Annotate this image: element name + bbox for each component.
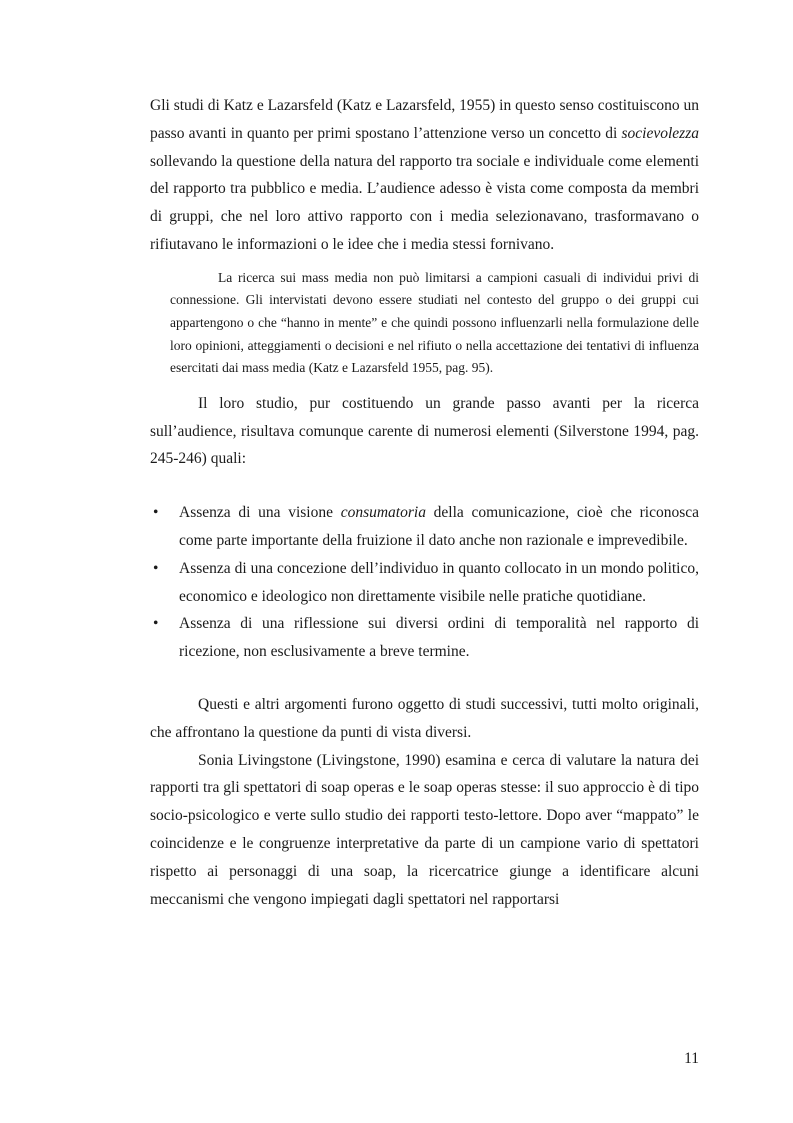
paragraph-loro-studio: Il loro studio, pur costituendo un grande passo avanti per la ricerca sull’audience, risultava comunque carente di numerosi elementi (Silverstone 1994, pag. 245-246) quali: [150, 394, 699, 468]
page-body [150, 92, 699, 913]
list-item [150, 555, 699, 611]
list-item-text-continued: della comunicazione, cioè che riconosca come parte importante della fruizione il dato anche non razionale e imprevedibile. [179, 504, 699, 549]
list-item [150, 610, 699, 666]
paragraph-1-italic-term: socievolezza [621, 124, 699, 142]
paragraph-altri-argomenti: Questi e altri argomenti furono oggetto di studi successivi, tutti molto originali, che affrontano la questione da punti di vista diversi. [150, 695, 699, 741]
bullet-marker: • [153, 615, 159, 633]
paragraph-livingstone: Sonia Livingstone (Livingstone, 1990) esamina e cerca di valutare la natura dei rapporti tra gli spettatori di soap operas e le soap operas stesse: il suo approccio è di tipo socio-psicologico e verte sullo studio dei rapporti testo-lettore. Dopo aver “mappato” le coincidenze e le congruenze interpretative da parte di un campione vario di spettatori rispetto ai personaggi di una soap, la ricercatrice giunge a identificare alcuni meccanismi che vengono impiegati dagli spettatori nel rapportarsi [150, 751, 699, 908]
bullet-marker: • [153, 504, 159, 522]
list-item-text: Assenza di una visione [179, 504, 341, 522]
bullet-list [150, 499, 699, 666]
list-item-text: Assenza di una concezione dell’individuo in quanto collocato in un mondo politico, economico e ideologico non direttamente visibile nelle pratiche quotidiane. [179, 559, 699, 605]
bullet-marker: • [153, 559, 159, 577]
page-number: 11 [684, 1050, 699, 1067]
list-item [150, 499, 699, 555]
paragraph-1-text: Gli studi di Katz e Lazarsfeld (Katz e Lazarsfeld, 1955) in questo senso costituiscono un passo avanti in quanto per primi spostano l’attenzione verso un concetto di [150, 97, 699, 142]
block-quote [170, 267, 699, 380]
list-item-text: Assenza di una riflessione sui diversi ordini di temporalità nel rapporto di ricezione, non esclusivamente a breve termine. [179, 615, 699, 661]
block-quote-text: La ricerca sui mass media non può limitarsi a campioni casuali di individui privi di connessione. Gli intervistati devono essere studiati nel contesto del gruppo o dei gruppi cui appartengono o che “hanno in mente” e che quindi possono influenzarli nella formulazione delle loro opinioni, atteggiamenti o decisioni e nel rifiuto o nella accettazione dei tentativi di influenza esercitati dai mass media (Katz e Lazarsfeld 1955, pag. 95). [170, 269, 699, 376]
paragraph-katz-lazarsfeld [150, 92, 699, 259]
list-item-italic-term: consumatoria [340, 504, 426, 522]
paragraph-1-text-continued: sollevando la questione della natura del rapporto tra sociale e individuale come elementi del rapporto tra pubblico e media. L’audience adesso è vista come composta da membri di gruppi, che nel loro attivo rapporto con i media selezionavano, trasformavano o rifiutavano le informazioni o le idee che i media stessi fornivano. [150, 152, 699, 253]
